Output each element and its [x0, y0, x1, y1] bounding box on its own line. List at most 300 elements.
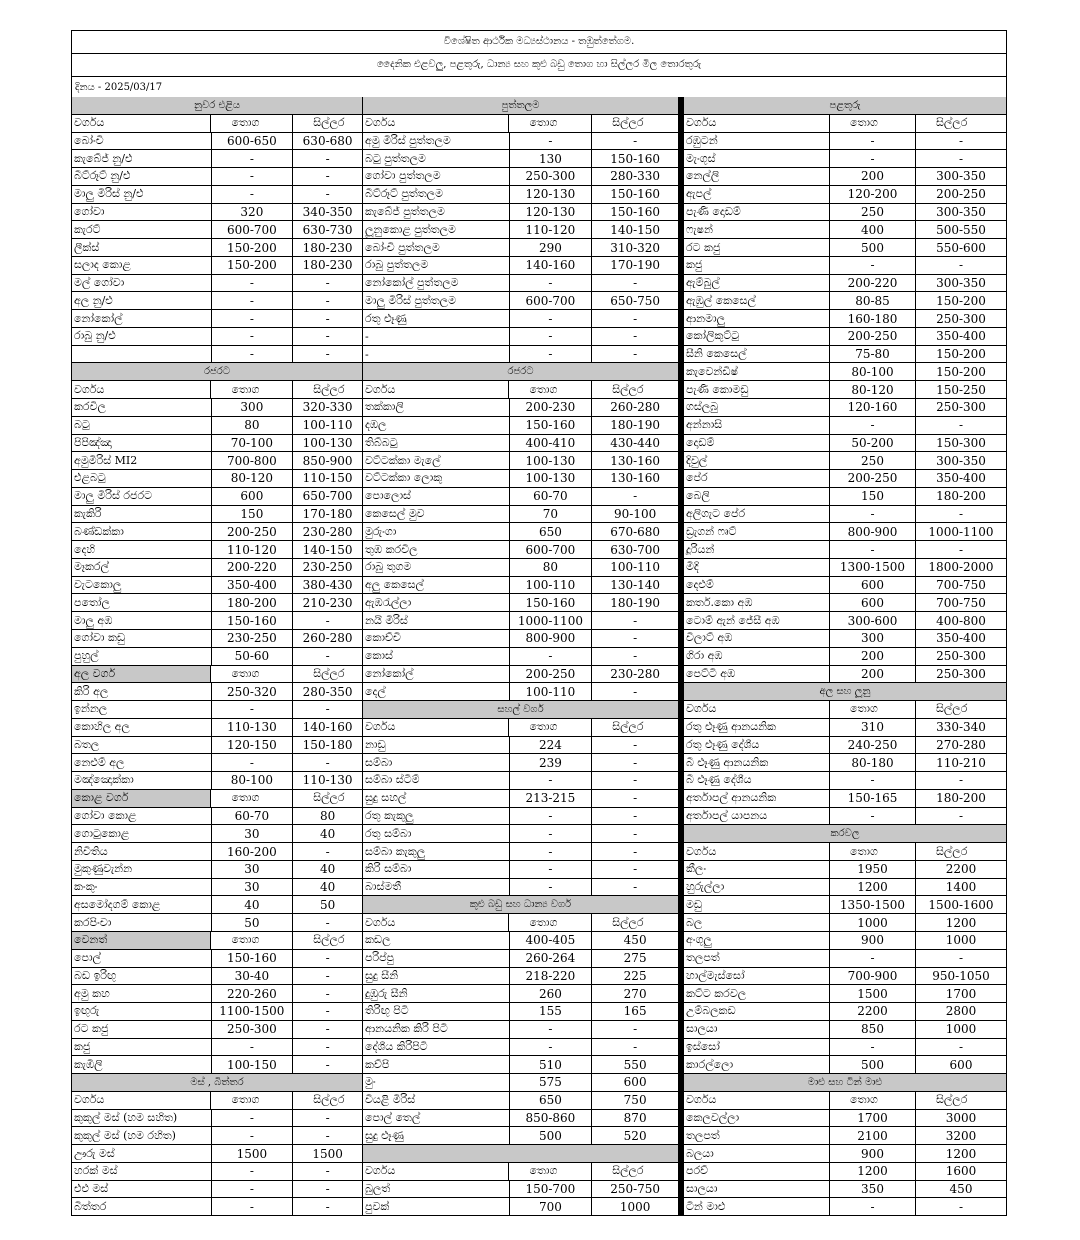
item-name: කෙලවල්ලා — [684, 1110, 830, 1127]
retail-price: සිල්ලර — [313, 666, 345, 680]
wholesale-price: 50-60 — [212, 648, 294, 665]
table-row — [72, 1039, 362, 1057]
table-row — [684, 1056, 1006, 1074]
retail-price: 1400 — [945, 880, 977, 895]
wholesale-price: - — [830, 133, 916, 150]
item-name: ඇඹුල් කෙසෙල් — [684, 292, 830, 309]
table-row — [363, 257, 678, 275]
column-header-row — [684, 701, 1006, 719]
retail-price: 1200 — [945, 915, 977, 930]
item-name: වර්ගය — [72, 1092, 211, 1109]
retail-price: 180-230 — [302, 240, 353, 255]
retail-price: 250-750 — [610, 1182, 661, 1197]
item-name: ගස්ලබු — [684, 399, 830, 416]
item-name: කැබේජ් නු/එ — [72, 150, 212, 167]
wholesale-price: 1950 — [830, 861, 916, 878]
section-title: රජරට — [72, 363, 362, 381]
retail-price: 630-700 — [610, 542, 661, 557]
retail-price: - — [325, 968, 330, 983]
table-row — [72, 1021, 362, 1039]
wholesale-price: 2100 — [830, 1127, 916, 1144]
column-middle — [363, 97, 679, 1215]
retail-price: 100-110 — [302, 418, 353, 433]
retail-price: - — [633, 737, 638, 752]
retail-price: 320-330 — [302, 400, 353, 415]
item-name: පතෝල — [72, 594, 212, 611]
table-row — [684, 257, 1006, 275]
retail-price: - — [633, 329, 638, 344]
wholesale-price: තොග — [509, 381, 592, 398]
wholesale-price: 600-700 — [212, 221, 294, 238]
wholesale-price: 800-900 — [830, 523, 916, 540]
item-name: සම්බා කැකුලු — [363, 843, 510, 860]
retail-price: 3200 — [945, 1128, 977, 1143]
item-name: මාලු මිරිස් නු/එ — [72, 186, 212, 203]
item-name: අමුමිරිස් MI2 — [72, 452, 212, 469]
wholesale-price: - — [510, 879, 593, 896]
wholesale-price: 30-40 — [212, 968, 294, 985]
retail-price: සිල්ලර — [313, 1093, 345, 1107]
wholesale-price: 110-130 — [212, 719, 294, 736]
item-name: බල — [684, 914, 830, 931]
wholesale-price: - — [830, 950, 916, 967]
table-row — [684, 790, 1006, 808]
table-row — [72, 275, 362, 293]
retail-price: 275 — [623, 951, 647, 966]
table-row — [72, 292, 362, 310]
item-name: බලයා — [684, 1145, 830, 1162]
column-header-row — [363, 1163, 678, 1181]
item-name: කැකිරි — [72, 506, 212, 523]
wholesale-price: 300 — [830, 630, 916, 647]
wholesale-price: 1000-1100 — [510, 612, 593, 629]
item-name: කාරල්ලො — [684, 1056, 830, 1073]
wholesale-price: 150 — [830, 488, 916, 505]
item-name: අසමෝදගම් කොළ — [72, 896, 212, 913]
wholesale-price: 600 — [830, 594, 916, 611]
retail-price: - — [633, 791, 638, 806]
retail-price: 150-160 — [610, 204, 661, 219]
wholesale-price: තොග — [509, 1163, 592, 1180]
retail-price: - — [325, 1057, 330, 1072]
wholesale-price: 200-220 — [212, 559, 294, 576]
wholesale-price: - — [212, 1163, 294, 1180]
retail-price: 180-200 — [936, 489, 986, 504]
wholesale-price: තොග — [211, 115, 293, 132]
retail-price: - — [958, 506, 964, 521]
item-name: දේශීය කිරිපිටි — [363, 1039, 510, 1056]
item-name: කර්ත.කො අඹ — [684, 594, 830, 611]
item-name: තිබ්බටු — [363, 435, 510, 452]
table-row — [684, 1021, 1006, 1039]
table-row — [72, 1056, 362, 1074]
table-row — [684, 630, 1006, 648]
item-name: බතල — [72, 737, 212, 754]
wholesale-price: 260 — [510, 985, 593, 1002]
wholesale-price: 1300-1500 — [830, 559, 916, 576]
retail-price: 50 — [319, 897, 336, 912]
wholesale-price: - — [510, 1039, 593, 1056]
wholesale-price: - — [212, 275, 294, 292]
retail-price: 180-190 — [610, 418, 661, 433]
wholesale-price: 200-250 — [212, 523, 294, 540]
retail-price: 130-160 — [610, 471, 661, 486]
wholesale-price: - — [510, 328, 593, 345]
retail-price: 350-400 — [936, 471, 986, 486]
retail-price: - — [325, 347, 330, 362]
retail-price: 180-190 — [610, 595, 661, 610]
item-name: බිත්තර — [72, 1198, 212, 1215]
item-name: තක්කාලි — [363, 399, 510, 416]
table-row — [72, 1145, 362, 1163]
item-name: රාබු තුගම — [363, 559, 510, 576]
table-row — [72, 417, 362, 435]
retail-price: 250-300 — [936, 400, 986, 415]
retail-price: - — [325, 1004, 330, 1019]
table-row — [684, 488, 1006, 506]
table-row — [684, 417, 1006, 435]
table-row — [684, 150, 1006, 168]
retail-price: සිල්ලර — [936, 702, 968, 716]
retail-price: - — [325, 169, 330, 184]
wholesale-price: 350 — [830, 1181, 916, 1198]
item-name: රතු කැකුලු — [363, 808, 510, 825]
retail-price: 90-100 — [614, 506, 657, 521]
item-name: ඉස්සෝ — [684, 1039, 830, 1056]
retail-price: - — [633, 649, 638, 664]
item-name: පුවක් — [363, 1198, 510, 1215]
retail-price: සිල්ලර — [612, 382, 644, 396]
item-name: ටින් මාළු — [684, 1198, 830, 1215]
item-name: වට්ටක්කා මැලේ — [363, 452, 510, 469]
item-name: සුදු ළූණු — [363, 1127, 510, 1144]
wholesale-price: තොග — [211, 666, 293, 683]
table-row — [363, 204, 678, 222]
wholesale-price: 700-800 — [212, 452, 294, 469]
retail-price: - — [958, 951, 964, 966]
item-name: ඉන්නල — [72, 701, 212, 718]
table-row — [72, 488, 362, 506]
table-row — [684, 204, 1006, 222]
table-row — [363, 683, 678, 701]
item-name: ලීක්ස් — [72, 239, 212, 256]
retail-price: 310-320 — [610, 240, 661, 255]
item-name: කැබේජ් පුත්තලම — [363, 204, 510, 221]
retail-price: 260-280 — [302, 631, 353, 646]
table-row — [72, 914, 362, 932]
wholesale-price: 320 — [212, 204, 294, 221]
item-name: සලාද කොළ — [72, 257, 212, 274]
wholesale-price: 80 — [212, 417, 294, 434]
wholesale-price: 160-200 — [212, 843, 294, 860]
item-name: පොලොස් — [363, 488, 510, 505]
retail-price: 170-190 — [610, 258, 661, 273]
item-name: දඹල — [363, 417, 510, 434]
wholesale-price: 100-150 — [212, 1056, 294, 1073]
retail-price: - — [958, 542, 964, 557]
wholesale-price: - — [510, 825, 593, 842]
retail-price: - — [633, 613, 638, 628]
item-name: ගොටුකොළ — [72, 825, 212, 842]
table-row — [363, 470, 678, 488]
item-name: බී ළූණු දේශීය — [684, 772, 830, 789]
table-row — [363, 292, 678, 310]
retail-price: 130-140 — [610, 578, 661, 593]
item-name: බුලත් — [363, 1181, 510, 1198]
table-row — [684, 133, 1006, 151]
retail-price: - — [325, 649, 330, 664]
wholesale-price: - — [830, 417, 916, 434]
item-name: අර්තාපල් ආනයනික — [684, 790, 830, 807]
table-row — [684, 363, 1006, 381]
table-row — [72, 133, 362, 151]
item-name: බී ළූණු ආනයනික — [684, 754, 830, 771]
retail-price: 350-400 — [936, 329, 986, 344]
item-name: සාලයා — [684, 1181, 830, 1198]
item-name: පැණි කොමඩු — [684, 381, 830, 398]
retail-price: - — [633, 276, 638, 291]
retail-price: 270 — [623, 986, 647, 1001]
wholesale-price: 120-130 — [510, 204, 593, 221]
item-name: වර්ගය — [363, 914, 509, 931]
table-row — [72, 435, 362, 453]
item-name: රට කජු — [72, 1021, 212, 1038]
item-name: මාලු මිරිස් පුත්තලම — [363, 292, 510, 309]
item-name: දොඩම් — [684, 435, 830, 452]
table-row — [72, 523, 362, 541]
wholesale-price: - — [830, 1198, 916, 1215]
item-name: මාලු අඹ — [72, 612, 212, 629]
column-header-row — [363, 381, 678, 399]
table-row — [72, 879, 362, 897]
item-name: බඩ ඉරිඟු — [72, 968, 212, 985]
retail-price: 450 — [949, 1182, 973, 1197]
column-right — [684, 97, 1006, 1215]
table-row — [684, 1003, 1006, 1021]
item-name: වියළි මිරිස් — [363, 1092, 510, 1109]
wholesale-price: 60-70 — [212, 808, 294, 825]
table-row — [363, 506, 678, 524]
wholesale-price: - — [212, 1039, 294, 1056]
item-name: නෝකෝල් — [72, 310, 212, 327]
retail-price: 130-160 — [610, 453, 661, 468]
retail-price: 950-1050 — [932, 968, 990, 983]
wholesale-price: 50 — [212, 914, 294, 931]
table-row — [363, 328, 678, 346]
wholesale-price: - — [830, 257, 916, 274]
table-row — [72, 950, 362, 968]
item-name: ගෝවා කොළ — [72, 808, 212, 825]
wholesale-price: - — [510, 310, 593, 327]
wholesale-price: 600-700 — [510, 541, 593, 558]
sheet-subtitle: දෛනික එළවලු, පළතුරු, ධාන්‍ය සහ කුළු බඩු තොග හා සිල්ලර මිල තොරතුරු — [72, 54, 1006, 77]
table-row — [363, 968, 678, 986]
wholesale-price: - — [212, 1198, 294, 1215]
wholesale-price: - — [510, 275, 593, 292]
retail-price: - — [958, 1039, 964, 1054]
item-name: ඌරු මස් — [72, 1145, 212, 1162]
retail-price: 40 — [319, 862, 336, 877]
table-row — [684, 737, 1006, 755]
table-row — [72, 150, 362, 168]
wholesale-price: 575 — [510, 1074, 593, 1091]
retail-price: 40 — [319, 826, 336, 841]
wholesale-price: 200-220 — [830, 275, 916, 292]
wholesale-price: තොග — [211, 1092, 293, 1109]
item-name: වට්ටක්කා ලොකු — [363, 470, 510, 487]
wholesale-price: 80-100 — [830, 363, 916, 380]
item-name: අමු කහ — [72, 985, 212, 1002]
column-header-row — [684, 1092, 1006, 1110]
retail-price: 870 — [623, 1111, 647, 1126]
table-row — [363, 879, 678, 897]
retail-price: 110-130 — [302, 773, 353, 788]
table-row — [684, 808, 1006, 826]
retail-price: 140-150 — [302, 542, 353, 557]
wholesale-price: - — [510, 133, 593, 150]
retail-price: 450 — [623, 933, 647, 948]
retail-price: 300-350 — [936, 453, 986, 468]
item-name: කුකුල් මස් (හම සහිත) — [72, 1110, 212, 1127]
wholesale-price: 350-400 — [212, 577, 294, 594]
item-name: සුදු සීනි — [363, 968, 510, 985]
wholesale-price: 250-300 — [510, 168, 593, 185]
wholesale-price: 213-215 — [510, 790, 593, 807]
wholesale-price: 100-110 — [510, 577, 593, 594]
item-name: සම්බා ස්ටීම් — [363, 772, 510, 789]
table-row — [363, 1039, 678, 1057]
price-sheet — [71, 30, 1007, 1216]
wholesale-price: 400-410 — [510, 435, 593, 452]
table-row — [72, 506, 362, 524]
item-name: සීනි කෙසෙල් — [684, 346, 830, 363]
wholesale-price: 30 — [212, 825, 294, 842]
wholesale-price: 150-160 — [510, 594, 593, 611]
wholesale-price: - — [830, 1039, 916, 1056]
retail-price: 260-280 — [610, 400, 661, 415]
table-row — [684, 1181, 1006, 1199]
item-name: හාල්මැස්සෝ — [684, 968, 830, 985]
wholesale-price: 60-70 — [510, 488, 593, 505]
wholesale-price: - — [830, 772, 916, 789]
group-header-row — [72, 932, 362, 950]
wholesale-price: - — [212, 1181, 294, 1198]
item-name: තිරිඟු පිටි — [363, 1003, 510, 1020]
retail-price: 1000 — [945, 933, 977, 948]
item-name: වර්ගය — [363, 1163, 509, 1180]
wholesale-price: 250 — [830, 452, 916, 469]
item-name: අල නු/එ — [72, 292, 212, 309]
retail-price: - — [958, 418, 964, 433]
item-name: බටු පුත්තලම — [363, 150, 510, 167]
retail-price: 165 — [623, 1004, 647, 1019]
wholesale-price: 600 — [212, 488, 294, 505]
table-row — [363, 577, 678, 595]
retail-price: - — [958, 258, 964, 273]
wholesale-price: - — [212, 168, 294, 185]
section-title: සහල් වර්ග — [363, 701, 678, 719]
table-row — [363, 1110, 678, 1128]
item-name: දෙල් — [363, 683, 510, 700]
table-row — [363, 399, 678, 417]
retail-price: සිල්ලර — [612, 915, 644, 929]
retail-price: 1200 — [945, 1146, 977, 1161]
retail-price: - — [325, 1182, 330, 1197]
table-row — [363, 843, 678, 861]
wholesale-price: තොග — [211, 932, 293, 949]
table-row — [72, 1181, 362, 1199]
table-row — [363, 808, 678, 826]
table-row — [363, 648, 678, 666]
retail-price: - — [325, 1039, 330, 1054]
wholesale-price: 140-160 — [510, 257, 593, 274]
item-name: මෑකරල් — [72, 559, 212, 576]
retail-price: - — [633, 631, 638, 646]
retail-price: - — [633, 826, 638, 841]
table-row — [684, 346, 1006, 364]
wholesale-price: 200 — [830, 168, 916, 185]
retail-price: 180-200 — [936, 791, 986, 806]
retail-price: 650-700 — [302, 489, 353, 504]
retail-price: 600 — [949, 1057, 973, 1072]
table-row — [72, 754, 362, 772]
item-name: දූරියන් — [684, 541, 830, 558]
wholesale-price: 850-860 — [510, 1110, 593, 1127]
item-name: කරවිල — [72, 399, 212, 416]
table-row — [684, 612, 1006, 630]
item-name: මිදි — [684, 559, 830, 576]
table-row — [684, 435, 1006, 453]
table-row — [72, 221, 362, 239]
table-row — [684, 879, 1006, 897]
retail-price: - — [325, 755, 330, 770]
retail-price: 520 — [623, 1128, 647, 1143]
wholesale-price: තොග — [211, 381, 293, 398]
column-header-row — [72, 1092, 362, 1110]
retail-price: 140-160 — [302, 720, 353, 735]
wholesale-price: 100-130 — [510, 470, 593, 487]
table-row — [684, 950, 1006, 968]
table-row — [72, 737, 362, 755]
section-title: අල සහ ලූනු — [684, 683, 1006, 701]
table-row — [363, 754, 678, 772]
item-name: මඩු — [684, 896, 830, 913]
item-name: නිවිතිය — [72, 843, 212, 860]
wholesale-price: - — [830, 506, 916, 523]
wholesale-price: - — [830, 150, 916, 167]
item-name: මැංගුස් — [684, 150, 830, 167]
wholesale-price: 600-700 — [510, 292, 593, 309]
item-name: නෝකෝල් පුත්තලම — [363, 275, 510, 292]
item-name: කජු — [72, 1039, 212, 1056]
wholesale-price: තොග — [509, 914, 592, 931]
wholesale-price: 500 — [830, 239, 916, 256]
item-name: අංගුලු — [684, 932, 830, 949]
item-name: රට කජු — [684, 239, 830, 256]
wholesale-price: - — [830, 541, 916, 558]
table-row — [72, 204, 362, 222]
table-row — [72, 1110, 362, 1128]
table-row — [72, 683, 362, 701]
item-name: - — [363, 328, 510, 345]
section-title: රජරට — [363, 363, 678, 381]
table-row — [684, 470, 1006, 488]
table-row — [363, 772, 678, 790]
retail-price: සිල්ලර — [612, 116, 644, 130]
table-row — [363, 168, 678, 186]
retail-price: 110-150 — [302, 471, 353, 486]
table-row — [684, 523, 1006, 541]
